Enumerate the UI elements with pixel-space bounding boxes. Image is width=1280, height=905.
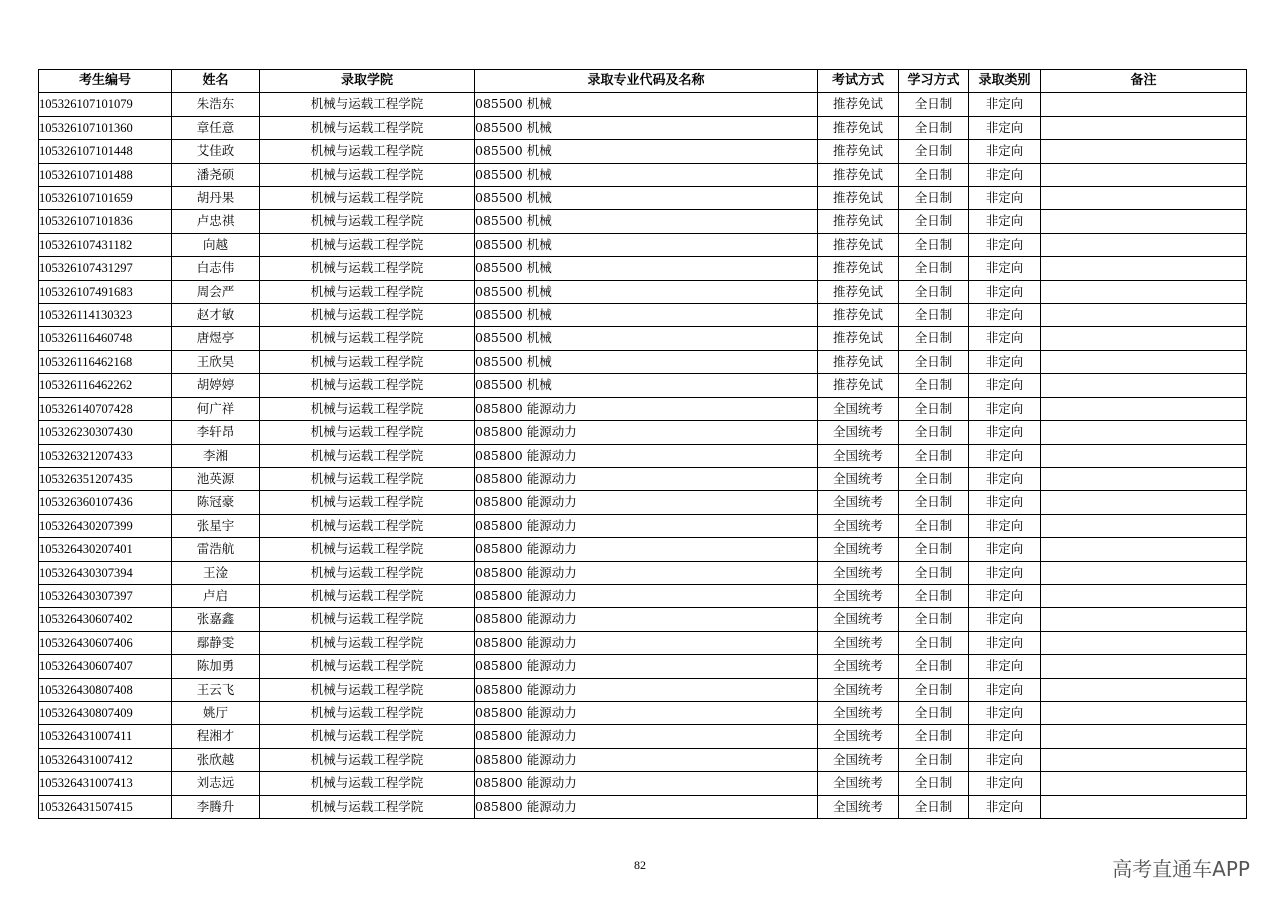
cell-major: 085800 能源动力: [475, 748, 818, 771]
cell-study-mode: 全日制: [899, 795, 969, 818]
cell-remarks: [1041, 491, 1247, 514]
cell-candidate-id: 105326321207433: [39, 444, 172, 467]
cell-major: 085500 机械: [475, 210, 818, 233]
table-row: [39, 678, 1247, 701]
cell-college: 机械与运载工程学院: [260, 397, 475, 420]
cell-college: 机械与运载工程学院: [260, 795, 475, 818]
cell-major: 085500 机械: [475, 374, 818, 397]
cell-study-mode: 全日制: [899, 280, 969, 303]
cell-remarks: [1041, 421, 1247, 444]
cell-major: 085500 机械: [475, 163, 818, 186]
table-row: [39, 795, 1247, 818]
cell-name: 王欣昊: [172, 350, 260, 373]
cell-study-mode: 全日制: [899, 116, 969, 139]
cell-candidate-id: 105326116460748: [39, 327, 172, 350]
cell-college: 机械与运载工程学院: [260, 678, 475, 701]
cell-candidate-id: 105326430807408: [39, 678, 172, 701]
cell-study-mode: 全日制: [899, 397, 969, 420]
cell-study-mode: 全日制: [899, 304, 969, 327]
cell-admission-type: 非定向: [969, 678, 1041, 701]
cell-study-mode: 全日制: [899, 467, 969, 490]
cell-admission-type: 非定向: [969, 280, 1041, 303]
cell-candidate-id: 105326431507415: [39, 795, 172, 818]
cell-college: 机械与运载工程学院: [260, 210, 475, 233]
cell-major: 085800 能源动力: [475, 725, 818, 748]
cell-study-mode: 全日制: [899, 725, 969, 748]
table-row: [39, 514, 1247, 537]
cell-exam-method: 全国统考: [818, 748, 899, 771]
cell-name: 程湘才: [172, 725, 260, 748]
cell-remarks: [1041, 374, 1247, 397]
cell-candidate-id: 105326107101079: [39, 93, 172, 116]
cell-admission-type: 非定向: [969, 584, 1041, 607]
cell-admission-type: 非定向: [969, 748, 1041, 771]
table-row: [39, 350, 1247, 373]
cell-remarks: [1041, 655, 1247, 678]
table-row: [39, 467, 1247, 490]
cell-remarks: [1041, 725, 1247, 748]
cell-name: 王云飞: [172, 678, 260, 701]
table-row: [39, 140, 1247, 163]
table-row: [39, 725, 1247, 748]
cell-exam-method: 全国统考: [818, 725, 899, 748]
cell-study-mode: 全日制: [899, 701, 969, 724]
cell-exam-method: 全国统考: [818, 678, 899, 701]
cell-college: 机械与运载工程学院: [260, 748, 475, 771]
cell-name: 雷浩航: [172, 538, 260, 561]
cell-study-mode: 全日制: [899, 538, 969, 561]
table-row: [39, 772, 1247, 795]
cell-exam-method: 全国统考: [818, 772, 899, 795]
cell-exam-method: 全国统考: [818, 701, 899, 724]
cell-exam-method: 推荐免试: [818, 93, 899, 116]
cell-candidate-id: 105326430307394: [39, 561, 172, 584]
cell-candidate-id: 105326351207435: [39, 467, 172, 490]
table-row: [39, 397, 1247, 420]
cell-exam-method: 全国统考: [818, 397, 899, 420]
cell-study-mode: 全日制: [899, 678, 969, 701]
cell-college: 机械与运载工程学院: [260, 561, 475, 584]
cell-major: 085800 能源动力: [475, 421, 818, 444]
cell-name: 章任意: [172, 116, 260, 139]
cell-candidate-id: 105326431007411: [39, 725, 172, 748]
cell-college: 机械与运载工程学院: [260, 350, 475, 373]
cell-college: 机械与运载工程学院: [260, 140, 475, 163]
cell-exam-method: 推荐免试: [818, 304, 899, 327]
cell-name: 张嘉鑫: [172, 608, 260, 631]
cell-name: 周会严: [172, 280, 260, 303]
cell-study-mode: 全日制: [899, 187, 969, 210]
cell-college: 机械与运载工程学院: [260, 421, 475, 444]
header-admission-type: 录取类别: [969, 70, 1041, 93]
header-name: 姓名: [172, 70, 260, 93]
cell-remarks: [1041, 187, 1247, 210]
table-row: [39, 421, 1247, 444]
cell-candidate-id: 105326430207401: [39, 538, 172, 561]
cell-study-mode: 全日制: [899, 748, 969, 771]
cell-candidate-id: 105326107101488: [39, 163, 172, 186]
cell-remarks: [1041, 350, 1247, 373]
cell-college: 机械与运载工程学院: [260, 444, 475, 467]
cell-remarks: [1041, 444, 1247, 467]
cell-exam-method: 全国统考: [818, 584, 899, 607]
cell-name: 卢启: [172, 584, 260, 607]
cell-name: 张欣越: [172, 748, 260, 771]
cell-admission-type: 非定向: [969, 257, 1041, 280]
cell-exam-method: 全国统考: [818, 467, 899, 490]
table-row: [39, 116, 1247, 139]
cell-major: 085500 机械: [475, 350, 818, 373]
cell-admission-type: 非定向: [969, 725, 1041, 748]
cell-study-mode: 全日制: [899, 655, 969, 678]
cell-study-mode: 全日制: [899, 140, 969, 163]
cell-major: 085800 能源动力: [475, 701, 818, 724]
cell-remarks: [1041, 140, 1247, 163]
cell-candidate-id: 105326116462262: [39, 374, 172, 397]
cell-study-mode: 全日制: [899, 233, 969, 256]
header-college: 录取学院: [260, 70, 475, 93]
cell-exam-method: 全国统考: [818, 631, 899, 654]
cell-admission-type: 非定向: [969, 350, 1041, 373]
cell-candidate-id: 105326430307397: [39, 584, 172, 607]
cell-college: 机械与运载工程学院: [260, 491, 475, 514]
cell-admission-type: 非定向: [969, 304, 1041, 327]
cell-major: 085500 机械: [475, 280, 818, 303]
cell-remarks: [1041, 210, 1247, 233]
cell-admission-type: 非定向: [969, 772, 1041, 795]
cell-exam-method: 推荐免试: [818, 280, 899, 303]
cell-admission-type: 非定向: [969, 631, 1041, 654]
cell-remarks: [1041, 280, 1247, 303]
cell-remarks: [1041, 678, 1247, 701]
cell-candidate-id: 105326107101836: [39, 210, 172, 233]
table-row: [39, 187, 1247, 210]
table-row: [39, 444, 1247, 467]
cell-college: 机械与运载工程学院: [260, 116, 475, 139]
cell-admission-type: 非定向: [969, 187, 1041, 210]
cell-name: 陈加勇: [172, 655, 260, 678]
cell-study-mode: 全日制: [899, 374, 969, 397]
cell-candidate-id: 105326430807409: [39, 701, 172, 724]
cell-college: 机械与运载工程学院: [260, 772, 475, 795]
table-row: [39, 608, 1247, 631]
cell-admission-type: 非定向: [969, 397, 1041, 420]
cell-name: 李腾升: [172, 795, 260, 818]
cell-candidate-id: 105326107101448: [39, 140, 172, 163]
cell-admission-type: 非定向: [969, 140, 1041, 163]
cell-major: 085500 机械: [475, 304, 818, 327]
cell-name: 潘尧硕: [172, 163, 260, 186]
cell-admission-type: 非定向: [969, 210, 1041, 233]
cell-name: 胡婷婷: [172, 374, 260, 397]
cell-college: 机械与运载工程学院: [260, 467, 475, 490]
cell-admission-type: 非定向: [969, 374, 1041, 397]
watermark: 高考直通车APP: [1112, 857, 1250, 881]
cell-exam-method: 全国统考: [818, 608, 899, 631]
cell-major: 085800 能源动力: [475, 608, 818, 631]
cell-remarks: [1041, 748, 1247, 771]
cell-name: 白志伟: [172, 257, 260, 280]
cell-remarks: [1041, 772, 1247, 795]
cell-exam-method: 推荐免试: [818, 210, 899, 233]
cell-remarks: [1041, 327, 1247, 350]
cell-study-mode: 全日制: [899, 444, 969, 467]
table-body: [39, 93, 1247, 819]
cell-major: 085800 能源动力: [475, 561, 818, 584]
table-row: [39, 631, 1247, 654]
cell-name: 赵才敏: [172, 304, 260, 327]
cell-name: 池英源: [172, 467, 260, 490]
table-row: [39, 701, 1247, 724]
header-study-mode: 学习方式: [899, 70, 969, 93]
cell-college: 机械与运载工程学院: [260, 631, 475, 654]
cell-major: 085800 能源动力: [475, 397, 818, 420]
cell-college: 机械与运载工程学院: [260, 327, 475, 350]
cell-name: 陈冠豪: [172, 491, 260, 514]
cell-candidate-id: 105326430607407: [39, 655, 172, 678]
cell-name: 卢忠祺: [172, 210, 260, 233]
table-row: [39, 233, 1247, 256]
cell-exam-method: 推荐免试: [818, 116, 899, 139]
cell-candidate-id: 105326107431297: [39, 257, 172, 280]
cell-exam-method: 全国统考: [818, 444, 899, 467]
cell-remarks: [1041, 608, 1247, 631]
table-row: [39, 163, 1247, 186]
cell-college: 机械与运载工程学院: [260, 93, 475, 116]
cell-admission-type: 非定向: [969, 93, 1041, 116]
cell-admission-type: 非定向: [969, 514, 1041, 537]
cell-college: 机械与运载工程学院: [260, 538, 475, 561]
cell-exam-method: 全国统考: [818, 538, 899, 561]
cell-name: 张星宇: [172, 514, 260, 537]
cell-exam-method: 全国统考: [818, 561, 899, 584]
cell-college: 机械与运载工程学院: [260, 584, 475, 607]
cell-exam-method: 推荐免试: [818, 350, 899, 373]
cell-name: 刘志远: [172, 772, 260, 795]
table-row: [39, 93, 1247, 116]
table-row: [39, 257, 1247, 280]
table-row: [39, 561, 1247, 584]
cell-candidate-id: 105326114130323: [39, 304, 172, 327]
table-row: [39, 748, 1247, 771]
cell-major: 085800 能源动力: [475, 491, 818, 514]
cell-admission-type: 非定向: [969, 491, 1041, 514]
cell-exam-method: 全国统考: [818, 655, 899, 678]
cell-study-mode: 全日制: [899, 491, 969, 514]
cell-admission-type: 非定向: [969, 608, 1041, 631]
cell-college: 机械与运载工程学院: [260, 187, 475, 210]
cell-admission-type: 非定向: [969, 163, 1041, 186]
cell-candidate-id: 105326107491683: [39, 280, 172, 303]
cell-exam-method: 推荐免试: [818, 140, 899, 163]
cell-study-mode: 全日制: [899, 93, 969, 116]
cell-college: 机械与运载工程学院: [260, 163, 475, 186]
cell-remarks: [1041, 257, 1247, 280]
cell-candidate-id: 105326116462168: [39, 350, 172, 373]
cell-remarks: [1041, 795, 1247, 818]
cell-remarks: [1041, 116, 1247, 139]
cell-remarks: [1041, 163, 1247, 186]
cell-major: 085800 能源动力: [475, 631, 818, 654]
cell-admission-type: 非定向: [969, 116, 1041, 139]
table-row: [39, 280, 1247, 303]
cell-remarks: [1041, 304, 1247, 327]
header-candidate-id: 考生编号: [39, 70, 172, 93]
table-row: [39, 538, 1247, 561]
cell-candidate-id: 105326431007412: [39, 748, 172, 771]
cell-admission-type: 非定向: [969, 467, 1041, 490]
cell-exam-method: 全国统考: [818, 421, 899, 444]
cell-name: 向越: [172, 233, 260, 256]
cell-study-mode: 全日制: [899, 163, 969, 186]
cell-study-mode: 全日制: [899, 631, 969, 654]
cell-name: 李湘: [172, 444, 260, 467]
cell-admission-type: 非定向: [969, 701, 1041, 724]
cell-major: 085800 能源动力: [475, 444, 818, 467]
table-row: [39, 491, 1247, 514]
cell-admission-type: 非定向: [969, 444, 1041, 467]
cell-candidate-id: 105326107431182: [39, 233, 172, 256]
cell-exam-method: 全国统考: [818, 491, 899, 514]
cell-exam-method: 推荐免试: [818, 187, 899, 210]
cell-college: 机械与运载工程学院: [260, 725, 475, 748]
cell-remarks: [1041, 514, 1247, 537]
cell-study-mode: 全日制: [899, 584, 969, 607]
cell-name: 艾佳政: [172, 140, 260, 163]
cell-candidate-id: 105326107101659: [39, 187, 172, 210]
cell-major: 085800 能源动力: [475, 678, 818, 701]
cell-remarks: [1041, 584, 1247, 607]
table-row: [39, 327, 1247, 350]
table-row: [39, 210, 1247, 233]
cell-exam-method: 推荐免试: [818, 327, 899, 350]
cell-admission-type: 非定向: [969, 655, 1041, 678]
cell-major: 085800 能源动力: [475, 584, 818, 607]
cell-major: 085500 机械: [475, 233, 818, 256]
cell-candidate-id: 105326430607402: [39, 608, 172, 631]
cell-study-mode: 全日制: [899, 772, 969, 795]
cell-college: 机械与运载工程学院: [260, 514, 475, 537]
cell-college: 机械与运载工程学院: [260, 280, 475, 303]
admission-table: [38, 69, 1247, 819]
cell-admission-type: 非定向: [969, 327, 1041, 350]
cell-college: 机械与运载工程学院: [260, 701, 475, 724]
cell-major: 085500 机械: [475, 257, 818, 280]
cell-major: 085500 机械: [475, 140, 818, 163]
cell-candidate-id: 105326430607406: [39, 631, 172, 654]
cell-study-mode: 全日制: [899, 257, 969, 280]
cell-admission-type: 非定向: [969, 795, 1041, 818]
table-row: [39, 374, 1247, 397]
cell-major: 085500 机械: [475, 327, 818, 350]
cell-remarks: [1041, 93, 1247, 116]
cell-candidate-id: 105326430207399: [39, 514, 172, 537]
cell-admission-type: 非定向: [969, 561, 1041, 584]
cell-exam-method: 推荐免试: [818, 233, 899, 256]
cell-college: 机械与运载工程学院: [260, 374, 475, 397]
cell-candidate-id: 105326431007413: [39, 772, 172, 795]
cell-remarks: [1041, 397, 1247, 420]
cell-candidate-id: 105326107101360: [39, 116, 172, 139]
cell-study-mode: 全日制: [899, 608, 969, 631]
cell-name: 姚厅: [172, 701, 260, 724]
cell-exam-method: 推荐免试: [818, 163, 899, 186]
cell-name: 鄢静雯: [172, 631, 260, 654]
cell-name: 唐煜亭: [172, 327, 260, 350]
cell-remarks: [1041, 701, 1247, 724]
cell-exam-method: 推荐免试: [818, 374, 899, 397]
cell-study-mode: 全日制: [899, 514, 969, 537]
cell-candidate-id: 105326230307430: [39, 421, 172, 444]
cell-major: 085500 机械: [475, 187, 818, 210]
cell-study-mode: 全日制: [899, 350, 969, 373]
cell-remarks: [1041, 467, 1247, 490]
cell-study-mode: 全日制: [899, 421, 969, 444]
cell-exam-method: 全国统考: [818, 514, 899, 537]
cell-name: 李轩昂: [172, 421, 260, 444]
cell-remarks: [1041, 538, 1247, 561]
cell-major: 085800 能源动力: [475, 467, 818, 490]
cell-college: 机械与运载工程学院: [260, 608, 475, 631]
cell-study-mode: 全日制: [899, 210, 969, 233]
cell-exam-method: 推荐免试: [818, 257, 899, 280]
page-number: 82: [634, 858, 646, 872]
cell-candidate-id: 105326360107436: [39, 491, 172, 514]
cell-college: 机械与运载工程学院: [260, 304, 475, 327]
table-header-row: [39, 70, 1247, 93]
cell-study-mode: 全日制: [899, 327, 969, 350]
header-exam-method: 考试方式: [818, 70, 899, 93]
cell-remarks: [1041, 233, 1247, 256]
cell-name: 王淦: [172, 561, 260, 584]
header-major: 录取专业代码及名称: [475, 70, 818, 93]
cell-candidate-id: 105326140707428: [39, 397, 172, 420]
cell-admission-type: 非定向: [969, 233, 1041, 256]
cell-major: 085500 机械: [475, 93, 818, 116]
cell-major: 085800 能源动力: [475, 772, 818, 795]
cell-remarks: [1041, 561, 1247, 584]
cell-college: 机械与运载工程学院: [260, 257, 475, 280]
cell-remarks: [1041, 631, 1247, 654]
cell-college: 机械与运载工程学院: [260, 655, 475, 678]
cell-admission-type: 非定向: [969, 538, 1041, 561]
cell-name: 朱浩东: [172, 93, 260, 116]
cell-exam-method: 全国统考: [818, 795, 899, 818]
cell-major: 085800 能源动力: [475, 795, 818, 818]
cell-major: 085800 能源动力: [475, 538, 818, 561]
table-row: [39, 304, 1247, 327]
cell-name: 胡丹果: [172, 187, 260, 210]
table-row: [39, 584, 1247, 607]
cell-study-mode: 全日制: [899, 561, 969, 584]
header-remarks: 备注: [1041, 70, 1247, 93]
cell-name: 何广祥: [172, 397, 260, 420]
table-row: [39, 655, 1247, 678]
cell-major: 085800 能源动力: [475, 655, 818, 678]
cell-admission-type: 非定向: [969, 421, 1041, 444]
cell-major: 085500 机械: [475, 116, 818, 139]
cell-college: 机械与运载工程学院: [260, 233, 475, 256]
cell-major: 085800 能源动力: [475, 514, 818, 537]
